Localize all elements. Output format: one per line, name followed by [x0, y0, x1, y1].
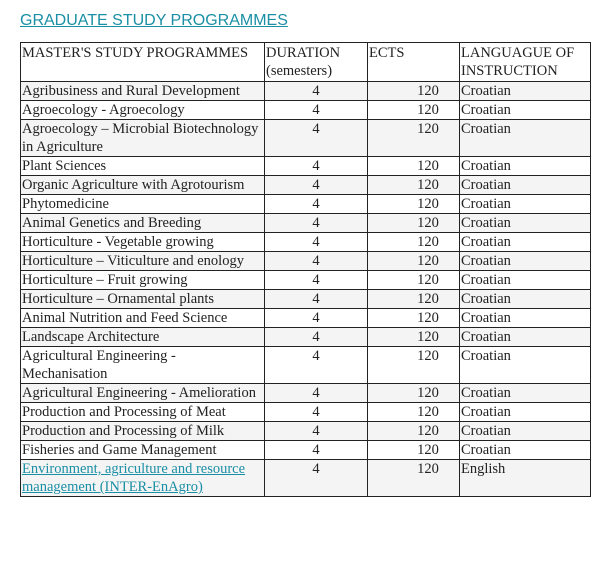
- programme-cell: Production and Processing of Milk: [21, 422, 265, 441]
- language-cell: Croatian: [460, 309, 591, 328]
- programme-cell: Agroecology - Agroecology: [21, 101, 265, 120]
- language-cell: Croatian: [460, 120, 591, 157]
- table-row: [21, 271, 591, 290]
- table-row: [21, 403, 591, 422]
- programme-cell: Phytomedicine: [21, 195, 265, 214]
- language-cell: Croatian: [460, 82, 591, 101]
- programme-cell: Production and Processing of Meat: [21, 403, 265, 422]
- duration-cell: 4: [265, 233, 368, 252]
- language-cell: Croatian: [460, 176, 591, 195]
- duration-cell: 4: [265, 460, 368, 497]
- table-row: [21, 309, 591, 328]
- programme-cell: Plant Sciences: [21, 157, 265, 176]
- duration-cell: 4: [265, 290, 368, 309]
- table-row: [21, 195, 591, 214]
- language-cell: Croatian: [460, 403, 591, 422]
- ects-cell: 120: [368, 157, 460, 176]
- duration-cell: 4: [265, 347, 368, 384]
- table-row: [21, 328, 591, 347]
- duration-cell: 4: [265, 252, 368, 271]
- ects-cell: 120: [368, 290, 460, 309]
- language-cell: Croatian: [460, 347, 591, 384]
- ects-cell: 120: [368, 403, 460, 422]
- duration-cell: 4: [265, 328, 368, 347]
- duration-cell: 4: [265, 384, 368, 403]
- duration-cell: 4: [265, 195, 368, 214]
- language-cell: Croatian: [460, 441, 591, 460]
- duration-cell: 4: [265, 403, 368, 422]
- programme-cell: Fisheries and Game Management: [21, 441, 265, 460]
- ects-cell: 120: [368, 441, 460, 460]
- language-cell: Croatian: [460, 214, 591, 233]
- programme-cell: Horticulture - Vegetable growing: [21, 233, 265, 252]
- table-row: [21, 82, 591, 101]
- duration-cell: 4: [265, 101, 368, 120]
- language-cell: Croatian: [460, 422, 591, 441]
- ects-cell: 120: [368, 214, 460, 233]
- table-row: [21, 157, 591, 176]
- language-cell: Croatian: [460, 195, 591, 214]
- duration-cell: 4: [265, 271, 368, 290]
- header-language: LANGUAGUE OF INSTRUCTION: [460, 43, 591, 82]
- ects-cell: 120: [368, 460, 460, 497]
- duration-cell: 4: [265, 82, 368, 101]
- programme-cell: Agroecology – Microbial Biotechnology in Agriculture: [21, 120, 265, 157]
- table-row: [21, 384, 591, 403]
- duration-cell: 4: [265, 176, 368, 195]
- programme-cell: Horticulture – Fruit growing: [21, 271, 265, 290]
- programme-cell: [21, 460, 265, 497]
- header-duration: DURATION (semesters): [265, 43, 368, 82]
- programme-cell: Agribusiness and Rural Development: [21, 82, 265, 101]
- duration-cell: 4: [265, 120, 368, 157]
- header-ects: ECTS: [368, 43, 460, 82]
- language-cell: Croatian: [460, 271, 591, 290]
- programme-cell: Horticulture – Ornamental plants: [21, 290, 265, 309]
- page-title-link[interactable]: GRADUATE STUDY PROGRAMMES: [20, 12, 288, 29]
- programme-cell: Landscape Architecture: [21, 328, 265, 347]
- duration-cell: 4: [265, 214, 368, 233]
- language-cell: Croatian: [460, 252, 591, 271]
- ects-cell: 120: [368, 101, 460, 120]
- programme-cell: Agricultural Engineering - Mechanisation: [21, 347, 265, 384]
- language-cell: Croatian: [460, 384, 591, 403]
- table-row: [21, 347, 591, 384]
- ects-cell: 120: [368, 176, 460, 195]
- table-row: [21, 252, 591, 271]
- duration-cell: 4: [265, 441, 368, 460]
- table-row: [21, 290, 591, 309]
- ects-cell: 120: [368, 309, 460, 328]
- table-row: [21, 176, 591, 195]
- table-header-row: [21, 43, 591, 82]
- duration-cell: 4: [265, 157, 368, 176]
- ects-cell: 120: [368, 233, 460, 252]
- ects-cell: 120: [368, 384, 460, 403]
- language-cell: Croatian: [460, 290, 591, 309]
- ects-cell: 120: [368, 82, 460, 101]
- language-cell: Croatian: [460, 157, 591, 176]
- table-row: [21, 214, 591, 233]
- language-cell: Croatian: [460, 328, 591, 347]
- duration-cell: 4: [265, 422, 368, 441]
- table-row: [21, 460, 591, 497]
- programme-cell: Animal Nutrition and Feed Science: [21, 309, 265, 328]
- language-cell: Croatian: [460, 233, 591, 252]
- programme-cell: Animal Genetics and Breeding: [21, 214, 265, 233]
- programme-cell: Agricultural Engineering - Amelioration: [21, 384, 265, 403]
- ects-cell: 120: [368, 347, 460, 384]
- table-row: [21, 422, 591, 441]
- ects-cell: 120: [368, 195, 460, 214]
- ects-cell: 120: [368, 422, 460, 441]
- table-row: [21, 233, 591, 252]
- programme-cell: Organic Agriculture with Agrotourism: [21, 176, 265, 195]
- ects-cell: 120: [368, 120, 460, 157]
- table-row: [21, 441, 591, 460]
- table-row: [21, 120, 591, 157]
- programme-cell: Horticulture – Viticulture and enology: [21, 252, 265, 271]
- ects-cell: 120: [368, 271, 460, 290]
- ects-cell: 120: [368, 328, 460, 347]
- ects-cell: 120: [368, 252, 460, 271]
- language-cell: English: [460, 460, 591, 497]
- duration-cell: 4: [265, 309, 368, 328]
- header-programme: MASTER'S STUDY PROGRAMMES: [21, 43, 265, 82]
- programmes-table: [20, 42, 591, 497]
- programme-link[interactable]: Environment, agriculture and resource management (INTER-EnAgro): [22, 461, 246, 495]
- table-row: [21, 101, 591, 120]
- language-cell: Croatian: [460, 101, 591, 120]
